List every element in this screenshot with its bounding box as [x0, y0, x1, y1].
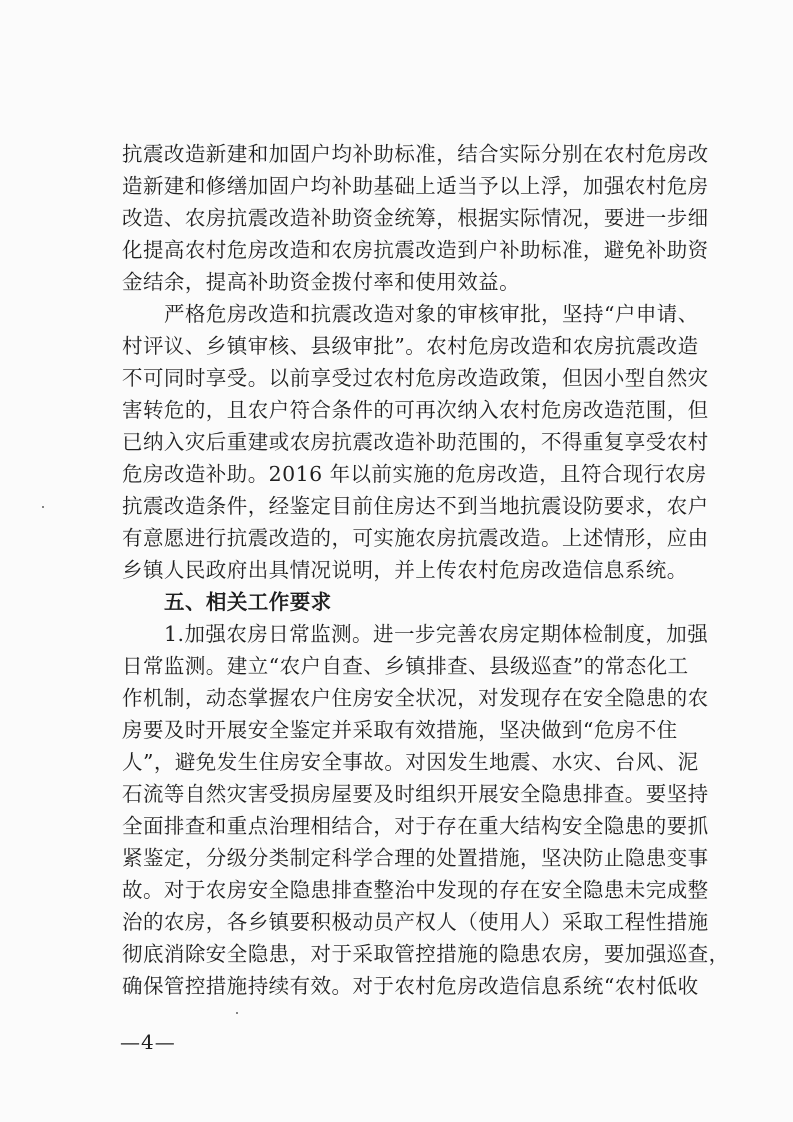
body-text-line: 造新建和修缮加固户均补助基础上适当予以上浮，加强农村危房 [122, 174, 709, 198]
body-text-line: 日常监测。建立“农户自查、乡镇排查、县级巡查”的常态化工 [122, 654, 689, 678]
body-text-line: 人”，避免发生住房安全事故。对因发生地震、水灾、台风、泥 [122, 750, 699, 774]
body-text-line: 抗震改造新建和加固户均补助标准，结合实际分别在农村危房改 [122, 142, 709, 166]
body-text-line: 确保管控措施持续有效。对于农村危房改造信息系统“农村低收 [122, 974, 699, 998]
body-text-line: 村评议、乡镇审核、县级审批”。农村危房改造和农房抗震改造 [122, 334, 699, 358]
section-heading: 五、相关工作要求 [164, 590, 332, 614]
body-text-line: 改造、农房抗震改造补助资金统筹，根据实际情况，要进一步细 [122, 206, 709, 230]
scan-mark [236, 1012, 238, 1014]
body-text-line: 彻底消除安全隐患，对于采取管控措施的隐患农房，要加强巡查， [122, 942, 730, 966]
body-text-line: 有意愿进行抗震改造的，可实施农房抗震改造。上述情形，应由 [122, 526, 709, 550]
scan-mark [42, 506, 44, 508]
body-text-line: 已纳入灾后重建或农房抗震改造补助范围的，不得重复享受农村 [122, 430, 709, 454]
body-text-line: 危房改造补助。2016 年以前实施的危房改造，且符合现行农房 [122, 462, 707, 486]
body-text-line: 不可同时享受。以前享受过农村危房改造政策，但因小型自然灾 [122, 366, 709, 390]
body-text-line: 全面排查和重点治理相结合，对于存在重大结构安全隐患的要抓 [122, 814, 709, 838]
body-text-line: 害转危的，且农户符合条件的可再次纳入农村危房改造范围，但 [122, 398, 709, 422]
body-text-line: 故。对于农房安全隐患排查整治中发现的存在安全隐患未完成整 [122, 878, 709, 902]
body-text-line: 1.加强农房日常监测。进一步完善农房定期体检制度，加强 [164, 622, 709, 646]
body-text-line: 紧鉴定，分级分类制定科学合理的处置措施，坚决防止隐患变事 [122, 846, 709, 870]
body-text-line: 抗震改造条件，经鉴定目前住房达不到当地抗震设防要求，农户 [122, 494, 709, 518]
page-number: —4— [120, 1030, 176, 1054]
body-text-line: 作机制，动态掌握农户住房安全状况，对发现存在安全隐患的农 [122, 686, 709, 710]
body-text-line: 化提高农村危房改造和农房抗震改造到户补助标准，避免补助资 [122, 238, 709, 262]
document-body [122, 138, 730, 1002]
body-text-line: 严格危房改造和抗震改造对象的审核审批，坚持“户申请、 [164, 302, 699, 326]
body-text-line: 金结余，提高补助资金拨付率和使用效益。 [122, 270, 521, 294]
body-text-line: 房要及时开展安全鉴定并采取有效措施，坚决做到“危房不住 [122, 718, 678, 742]
body-text-line: 石流等自然灾害受损房屋要及时组织开展安全隐患排查。要坚持 [122, 782, 709, 806]
body-text-line: 治的农房，各乡镇要积极动员产权人（使用人）采取工程性措施 [122, 910, 709, 934]
body-text-line: 乡镇人民政府出具情况说明，并上传农村危房改造信息系统。 [122, 558, 688, 582]
